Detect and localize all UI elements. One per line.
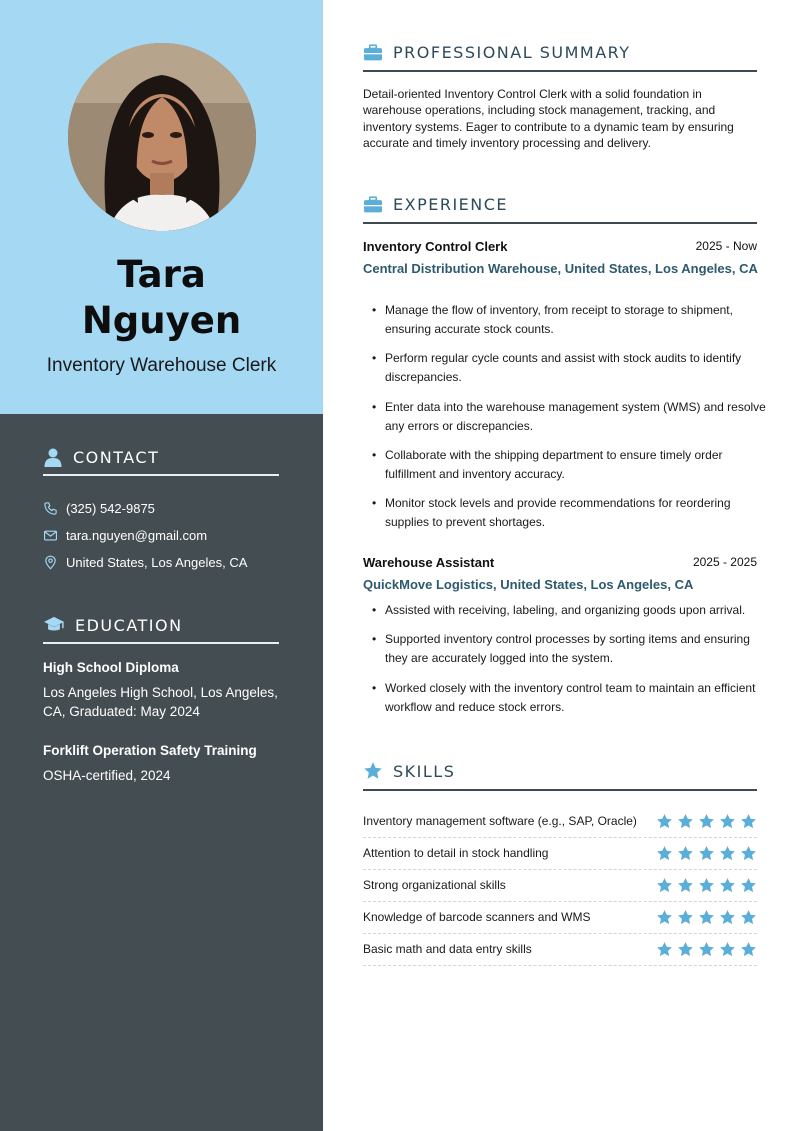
star-icon (677, 941, 694, 958)
education-item-detail: OSHA-certified, 2024 (43, 768, 171, 783)
contact-phone (43, 501, 155, 516)
star-icon (656, 813, 673, 830)
job-bullet: • Perform regular cycle counts and assist with stock audits to identify discrepancies. (372, 349, 768, 386)
job-bullet-text: Worked closely with the inventory control team to maintain an efficient workflow and reduce stock errors. (385, 681, 756, 714)
job-bullet-text: Assisted with receiving, labeling, and organizing goods upon arrival. (385, 603, 746, 617)
job-bullet: • Monitor stock levels and provide recommendations for reordering supplies to prevent shortages. (372, 494, 768, 531)
education-heading (43, 615, 279, 644)
job-bullet-text: Enter data into the warehouse management system (WMS) and resolve any errors or discrepancies. (385, 400, 766, 433)
avatar-photo-icon (68, 43, 256, 231)
star-icon (719, 877, 736, 894)
job-bullet: • Manage the flow of inventory, from receipt to storage to shipment, ensuring accurate stock counts. (372, 301, 768, 338)
education-item-title: Forklift Operation Safety Training (43, 743, 257, 758)
skill-name: Basic math and data entry skills (363, 942, 532, 956)
star-icon (656, 941, 673, 958)
skill-row (363, 837, 757, 870)
star-icon (698, 845, 715, 862)
skill-rating (656, 877, 757, 894)
star-icon (677, 877, 694, 894)
skills-heading-label: SKILLS (393, 761, 456, 781)
education-item-title: High School Diploma (43, 660, 179, 675)
skill-name: Knowledge of barcode scanners and WMS (363, 910, 591, 924)
skill-row (363, 901, 757, 934)
briefcase-icon (363, 44, 383, 62)
job-bullet: • Supported inventory control processes by sorting items and ensuring they are accurately logged into the system. (372, 630, 768, 667)
summary-heading (363, 43, 757, 72)
graduation-cap-icon (43, 615, 65, 635)
star-icon (698, 909, 715, 926)
job-bullet: • Enter data into the warehouse management system (WMS) and resolve any errors or discrepancies. (372, 398, 768, 435)
job-bullet: • Collaborate with the shipping department to ensure timely order fulfillment and inventory accuracy. (372, 446, 768, 483)
job-bullet-text: Manage the flow of inventory, from receipt to storage to shipment, ensuring accurate stock counts. (385, 303, 733, 336)
star-icon (698, 941, 715, 958)
contact-heading (43, 447, 279, 476)
skill-rating (656, 909, 757, 926)
star-icon (677, 845, 694, 862)
person-name (0, 252, 323, 344)
job-bullet: • Assisted with receiving, labeling, and organizing goods upon arrival. (372, 601, 768, 620)
star-icon (740, 941, 757, 958)
skill-rating (656, 941, 757, 958)
email-text[interactable]: tara.nguyen@gmail.com (66, 528, 208, 543)
job-title: Inventory Warehouse Clerk (46, 355, 277, 376)
location-pin-icon (43, 555, 58, 570)
job-date: 2025 - 2025 (692, 555, 757, 569)
job-title-entry: Inventory Control Clerk (363, 239, 508, 254)
avatar (68, 43, 256, 231)
star-icon (698, 877, 715, 894)
star-icon (740, 877, 757, 894)
name-last: Nguyen (81, 299, 242, 342)
job-bullet-text: Perform regular cycle counts and assist with stock audits to identify discrepancies. (385, 351, 742, 384)
star-icon (656, 845, 673, 862)
skill-name: Attention to detail in stock handling (363, 846, 549, 860)
skill-rating (656, 813, 757, 830)
job-bullet-text: Supported inventory control processes by sorting items and ensuring they are accurately logged into the system. (385, 632, 750, 665)
phone-icon (43, 501, 58, 516)
star-icon (719, 845, 736, 862)
briefcase-icon (363, 196, 383, 214)
job-bullet: • Worked closely with the inventory control team to maintain an efficient workflow and reduce stock errors. (372, 679, 768, 716)
star-icon (677, 909, 694, 926)
star-icon (740, 909, 757, 926)
contact-heading-label: CONTACT (73, 447, 160, 467)
job-date: 2025 - Now (695, 239, 757, 253)
user-icon (43, 447, 63, 467)
star-icon (677, 813, 694, 830)
star-icon (363, 761, 383, 781)
skill-row (363, 805, 757, 838)
star-icon (740, 813, 757, 830)
star-icon (656, 909, 673, 926)
location-text: United States, Los Angeles, CA (66, 555, 248, 570)
skill-name: Inventory management software (e.g., SAP, Oracle) (363, 814, 637, 828)
job-company: QuickMove Logistics, United States, Los Angeles, CA (363, 577, 694, 592)
star-icon (698, 813, 715, 830)
star-icon (719, 909, 736, 926)
contact-location (43, 555, 247, 570)
skill-row (363, 933, 757, 966)
skill-row (363, 869, 757, 902)
job-bullet-text: Monitor stock levels and provide recommendations for reordering supplies to prevent shortages. (385, 496, 731, 529)
skill-rating (656, 845, 757, 862)
phone-text[interactable]: (325) 542-9875 (66, 501, 155, 516)
star-icon (719, 813, 736, 830)
mail-icon (43, 528, 58, 543)
star-icon (656, 877, 673, 894)
sidebar (0, 0, 323, 1131)
experience-heading-label: EXPERIENCE (393, 195, 509, 214)
skills-heading (363, 761, 757, 791)
education-item-detail: Los Angeles High School, Los Angeles, CA, Graduated: May 2024 (43, 685, 278, 719)
summary-text: Detail-oriented Inventory Control Clerk with a solid foundation in warehouse operations, including stock management, tracking, and inventory systems. Eager to contribute to a dynamic team by ensuring accurate and timely inventory processing and delivery. (363, 87, 734, 150)
education-heading-label: EDUCATION (75, 615, 183, 635)
skill-name: Strong organizational skills (363, 878, 506, 892)
job-title-entry: Warehouse Assistant (363, 555, 495, 570)
experience-heading (363, 195, 757, 224)
star-icon (719, 941, 736, 958)
star-icon (740, 845, 757, 862)
job-company: Central Distribution Warehouse, United States, Los Angeles, CA (363, 261, 758, 276)
name-first: Tara (117, 253, 206, 296)
summary-heading-label: PROFESSIONAL SUMMARY (393, 43, 631, 62)
contact-email (43, 528, 207, 543)
job-bullet-text: Collaborate with the shipping department to ensure timely order fulfillment and inventory accuracy. (385, 448, 723, 481)
